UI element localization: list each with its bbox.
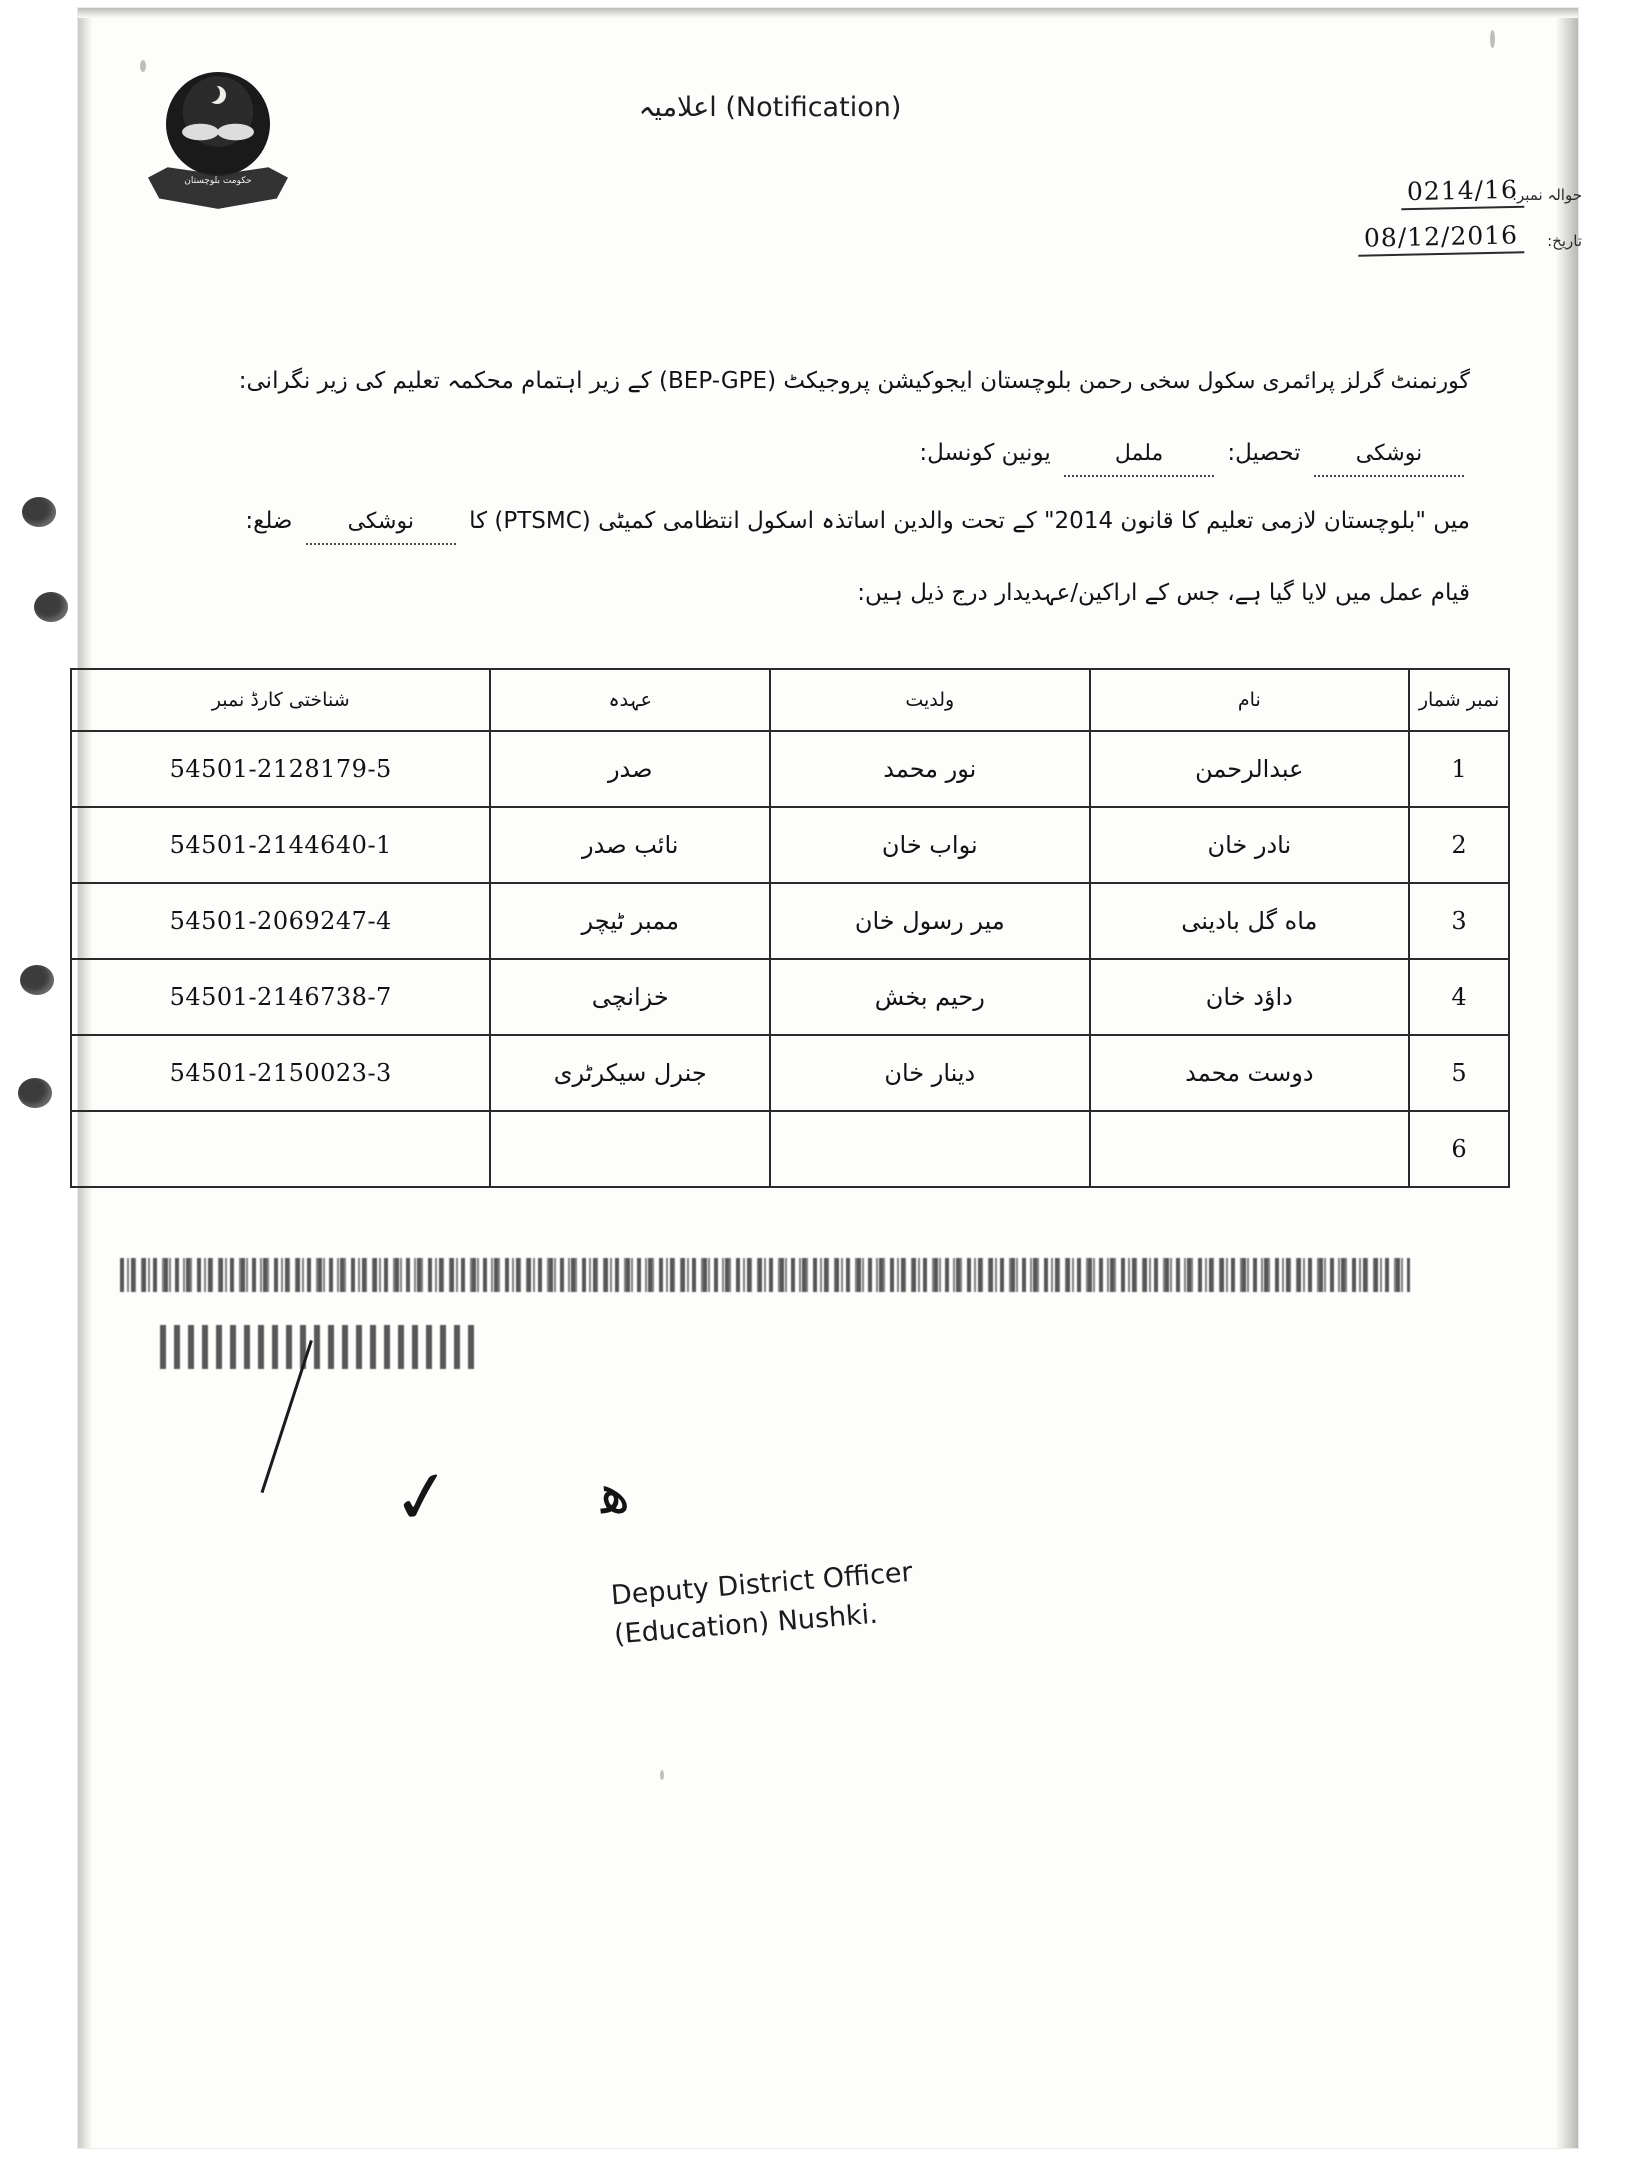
table-row bbox=[71, 1111, 1509, 1187]
column-header-father-name: ولدیت bbox=[770, 669, 1089, 731]
reference-date-row bbox=[1162, 222, 1582, 268]
crescent-moon-icon bbox=[202, 84, 220, 102]
cell-cnic: 54501-2146738-7 bbox=[71, 959, 490, 1035]
law-reference-text: میں "بلوچستان لازمی تعلیم کا قانون 2014" کے تحت والدین اساتذہ اسکول انتظامی کمیٹی (PTSMC) کا bbox=[469, 508, 1470, 534]
column-header-serial: نمبر شمار bbox=[1409, 669, 1509, 731]
punch-hole bbox=[20, 965, 54, 995]
check-mark-icon: ✓ bbox=[386, 1451, 458, 1543]
reference-block bbox=[1162, 176, 1582, 268]
cell-father-name: دینار خان bbox=[770, 1035, 1089, 1111]
cell-designation: صدر bbox=[490, 731, 770, 807]
cell-serial: 4 bbox=[1409, 959, 1509, 1035]
handwritten-signature: ﮬ bbox=[596, 1459, 633, 1528]
column-header-name: نام bbox=[1090, 669, 1410, 731]
cell-designation: خزانچی bbox=[490, 959, 770, 1035]
reference-date-value: 08/12/2016 bbox=[1358, 220, 1525, 256]
paper-edge-right bbox=[1556, 8, 1578, 2148]
table-header-row bbox=[71, 669, 1509, 731]
cell-name bbox=[1090, 1111, 1410, 1187]
column-header-designation: عہدہ bbox=[490, 669, 770, 731]
school-name-value: گورنمنٹ گرلز پرائمری سکول سخی رحمن bbox=[1078, 369, 1470, 394]
cell-cnic bbox=[71, 1111, 490, 1187]
cell-cnic: 54501-2128179-5 bbox=[71, 731, 490, 807]
cell-designation: نائب صدر bbox=[490, 807, 770, 883]
page-title-ur: اعلامیہ bbox=[638, 92, 717, 123]
cell-serial: 5 bbox=[1409, 1035, 1509, 1111]
cell-father-name: نواب خان bbox=[770, 807, 1089, 883]
cell-cnic: 54501-2150023-3 bbox=[71, 1035, 490, 1111]
table-row bbox=[71, 731, 1509, 807]
cell-father-name bbox=[770, 1111, 1089, 1187]
page-title-en: (Notification) bbox=[725, 92, 902, 123]
district-value: نوشکی bbox=[306, 501, 456, 545]
punch-hole bbox=[22, 497, 56, 527]
table-row bbox=[71, 807, 1509, 883]
tehsil-value: نوشکی bbox=[1314, 433, 1464, 477]
tehsil-label: تحصیل: bbox=[1227, 440, 1301, 466]
cell-father-name: میر رسول خان bbox=[770, 883, 1089, 959]
crest-animals bbox=[178, 106, 258, 158]
scan-speck bbox=[140, 60, 146, 72]
cell-name: داؤد خان bbox=[1090, 959, 1410, 1035]
reference-number-row bbox=[1162, 176, 1582, 222]
body-line-members-intro: قیام عمل میں لایا گیا ہے، جس کے اراکین/عہدیدار درج ذیل ہیں: bbox=[857, 580, 1470, 606]
ptsmc-members-table bbox=[70, 668, 1510, 1188]
paper-edge-top bbox=[78, 8, 1578, 18]
cell-father-name: رحیم بخش bbox=[770, 959, 1089, 1035]
cell-name: عبدالرحمن bbox=[1090, 731, 1410, 807]
table-row bbox=[71, 1035, 1509, 1111]
cell-serial: 1 bbox=[1409, 731, 1509, 807]
page-title bbox=[560, 92, 980, 123]
body-line-district bbox=[110, 500, 1470, 545]
column-header-cnic: شناختی کارڈ نمبر bbox=[71, 669, 490, 731]
union-council-label: یونین کونسل: bbox=[919, 440, 1051, 466]
cell-designation: جنرل سیکرٹری bbox=[490, 1035, 770, 1111]
cell-cnic: 54501-2144640-1 bbox=[71, 807, 490, 883]
table-row bbox=[71, 883, 1509, 959]
scan-smudge-band bbox=[120, 1258, 1410, 1292]
cell-serial: 2 bbox=[1409, 807, 1509, 883]
scan-speck bbox=[1490, 30, 1495, 48]
reference-date-label: تاریخ: bbox=[1547, 232, 1582, 250]
government-crest-logo bbox=[148, 72, 288, 217]
district-label: ضلع: bbox=[245, 508, 293, 534]
cell-cnic: 54501-2069247-4 bbox=[71, 883, 490, 959]
cell-designation: ممبر ٹیچر bbox=[490, 883, 770, 959]
cell-serial: 6 bbox=[1409, 1111, 1509, 1187]
officer-title-line1: Deputy District Officer bbox=[609, 1556, 914, 1612]
project-intro-text: بلوچستان ایجوکیشن پروجیکٹ (BEP-GPE) کے زیر اہتمام محکمہ تعلیم کی زیر نگرانی: bbox=[238, 368, 1072, 394]
table-row bbox=[71, 959, 1509, 1035]
reference-number-label: حوالہ نمبر: bbox=[1511, 186, 1582, 204]
punch-hole bbox=[34, 592, 68, 622]
body-line-union-council bbox=[110, 432, 1470, 477]
scan-speck bbox=[660, 1770, 664, 1780]
cell-name: نادر خان bbox=[1090, 807, 1410, 883]
officer-title-line2: (Education) Nushki. bbox=[612, 1598, 879, 1651]
crest-caption: حکومت بلوچستان bbox=[184, 176, 252, 186]
cell-designation bbox=[490, 1111, 770, 1187]
reference-number-value: 0214/16 bbox=[1401, 175, 1525, 211]
union-council-value: ململ bbox=[1064, 433, 1214, 477]
cell-name: ماه گل بادینی bbox=[1090, 883, 1410, 959]
cell-name: دوست محمد bbox=[1090, 1035, 1410, 1111]
punch-hole bbox=[18, 1078, 52, 1108]
body-line-project bbox=[110, 360, 1470, 404]
cell-father-name: نور محمد bbox=[770, 731, 1089, 807]
cell-serial: 3 bbox=[1409, 883, 1509, 959]
